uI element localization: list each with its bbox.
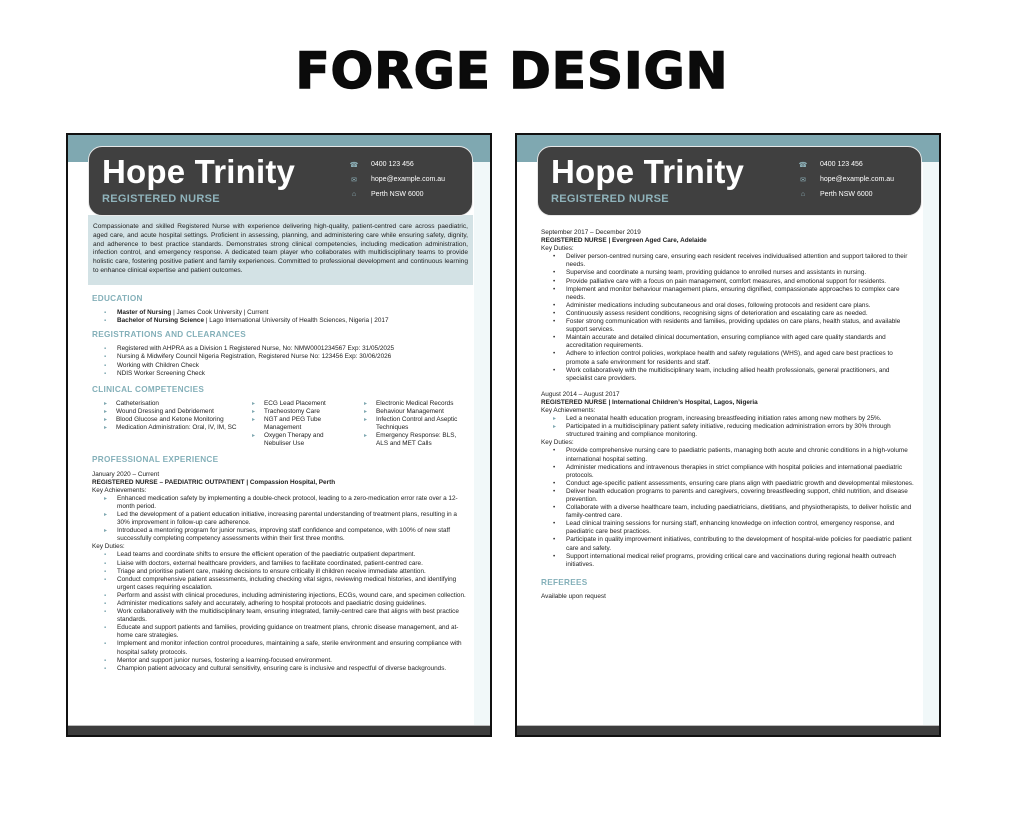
duty-item: • Deliver person-centred nursing care, ensuring each resident receives individualised attention and support tailored to their needs.: [541, 253, 917, 269]
duty-item: ▪ Perform and assist with clinical procedures, including administering injections, ECGs, wound care, and specimen collection.: [92, 592, 468, 600]
duties-list: [541, 253, 917, 383]
competency-item: ▸ Emergency Response: BLS, ALS and MET Calls: [352, 432, 464, 448]
duty-item: • Maintain accurate and detailed clinical documentation, ensuring compliance with aged care quality standards and accreditation requirements.: [541, 334, 917, 350]
duty-item: • Supervise and coordinate a nursing team, providing guidance to enrolled nurses and assistants in nursing.: [541, 269, 917, 277]
duty-item: • Foster strong communication with residents and families, providing updates on care plans, health status, and available support services.: [541, 318, 917, 334]
section-title-registrations: REGISTRATIONS AND CLEARANCES: [92, 330, 246, 340]
resume-page-1: [66, 133, 492, 737]
duty-item: • Adhere to infection control policies, workplace health and safety regulations (WHS), and aged care best practices to promote a safe environment for residents and staff.: [541, 350, 917, 366]
contact-phone: [347, 157, 445, 172]
job-dates: January 2020 – Current: [92, 470, 160, 478]
duty-item: • Work collaboratively with the multidisciplinary team, including allied health professionals, general practitioners, and specialist care providers.: [541, 367, 917, 383]
duty-item: ▪ Mentor and support junior nurses, fostering a learning-focused environment.: [92, 657, 468, 665]
address-text: Perth NSW 6000: [371, 191, 424, 198]
competency-item: ▸ Behaviour Management: [352, 408, 464, 416]
degree-details: | James Cook University | Current: [171, 309, 269, 317]
duty-item: • Lead clinical training sessions for nursing staff, enhancing knowledge on infection control, emergency response, and paediatric care best practices.: [541, 520, 917, 536]
resume-header: [537, 146, 922, 216]
duty-item: • Participate in quality improvement initiatives, contributing to the development of hospital-wide policies for paediatric patient care and safety.: [541, 536, 917, 552]
contact-email: [796, 172, 894, 187]
home-icon: ⌂: [351, 191, 357, 198]
competency-item: ▸ ECG Lead Placement: [240, 400, 352, 408]
phone-icon: ☎: [349, 161, 359, 169]
page-footer-bar: [517, 725, 939, 735]
registration-item: ▪ Nursing & Midwifery Council Nigeria Registration, Registered Nurse No: 123456 Exp: 30/06/2026: [92, 353, 468, 361]
competency-item: ▸ Catheterisation: [92, 400, 240, 408]
job-entry: [541, 229, 917, 383]
registration-item: ▪ NDIS Worker Screening Check: [92, 370, 468, 378]
contact-list: [796, 157, 894, 202]
phone-text: 0400 123 456: [820, 161, 863, 168]
duty-item: • Continuously assess resident conditions, recognising signs of deterioration and escalating care as needed.: [541, 310, 917, 318]
duty-item: • Conduct age-specific patient assessments, ensuring care plans align with paediatric growth and developmental milestones.: [541, 480, 917, 488]
section-title-competencies: CLINICAL COMPETENCIES: [92, 384, 205, 394]
page-edge-tint: [474, 162, 490, 725]
registrations-list: [92, 345, 468, 377]
job-entry: [92, 471, 468, 673]
achievements-label: Key Achievements:: [541, 406, 596, 414]
email-text: hope@example.com.au: [820, 176, 895, 183]
duties-list: [92, 551, 468, 672]
home-icon: ⌂: [800, 191, 806, 198]
duty-item: ▪ Conduct comprehensive patient assessments, including checking vital signs, reviewing medical histories, and identifying urgent cases requiring escalation.: [92, 576, 468, 592]
email-text: hope@example.com.au: [371, 176, 446, 183]
candidate-role: REGISTERED NURSE: [102, 193, 220, 205]
degree-name: Bachelor of Nursing Science: [117, 317, 205, 325]
duties-label: Key Duties:: [92, 543, 125, 551]
competency-item: ▸ Medication Administration: Oral, IV, IM, SC: [92, 424, 240, 432]
duty-item: ▪ Administer medications safely and accurately, adhering to hospital protocols and paediatric dosing guidelines.: [92, 600, 468, 608]
job-title: REGISTERED NURSE – PAEDIATRIC OUTPATIENT | Compassion Hospital, Perth: [92, 478, 336, 486]
brand-title: FORGE DESIGN: [295, 42, 729, 100]
achievement-item: ▸ Participated in a multidisciplinary patient safety initiative, reducing medication administration errors by 30% through structured training and compliance monitoring.: [541, 423, 917, 439]
education-item: [92, 317, 468, 325]
degree-details: | Lago International University of Health Sciences, Nigeria | 2017: [204, 317, 389, 325]
competencies-column: [92, 400, 240, 449]
job-entry: [541, 391, 917, 569]
duty-item: ▪ Liaise with doctors, external healthcare providers, and families to facilitate coordinated, patient-centred care.: [92, 560, 468, 568]
job-title: REGISTERED NURSE | International Children’s Hospital, Lagos, Nigeria: [541, 398, 758, 406]
duty-item: • Administer medications and intravenous therapies in strict compliance with hospital policies and international paediatric protocols.: [541, 464, 917, 480]
education-item: [92, 309, 468, 317]
section-title-referees: REFEREES: [541, 577, 588, 587]
duty-item: • Implement and monitor behaviour management plans, ensuring dignified, compassionate approaches to complex care needs.: [541, 286, 917, 302]
competencies-column: [240, 400, 352, 449]
competency-item: ▸ Tracheostomy Care: [240, 408, 352, 416]
education-list: [92, 309, 468, 325]
job-title: REGISTERED NURSE | Evergreen Aged Care, Adelaide: [541, 237, 707, 245]
competencies-grid: [92, 400, 468, 449]
phone-icon: ☎: [798, 161, 808, 169]
competency-item: ▸ Oxygen Therapy and Nebuliser Use: [240, 432, 352, 448]
achievement-item: ▸ Introduced a mentoring program for junior nurses, improving staff confidence and competence, with 100% of new staff successfully completing competency assessments within their first three months.: [92, 527, 468, 543]
duty-item: ▪ Triage and prioritise patient care, making decisions to ensure critically ill children receive immediate attention.: [92, 568, 468, 576]
duty-item: • Deliver health education programs to parents and caregivers, covering breastfeeding support, child nutrition, and disease prevention.: [541, 488, 917, 504]
contact-list: [347, 157, 445, 202]
job-dates: August 2014 – August 2017: [541, 390, 620, 398]
competencies-column: [352, 400, 464, 449]
registration-item: ▪ Registered with AHPRA as a Division 1 Registered Nurse, No: NMW0001234567 Exp: 31/05/2025: [92, 345, 468, 353]
degree-name: Master of Nursing: [117, 309, 172, 317]
contact-address: [347, 187, 445, 202]
candidate-name: Hope Trinity: [102, 153, 296, 190]
achievements-list: [92, 495, 468, 544]
registration-item: ▪ Working with Children Check: [92, 362, 468, 370]
candidate-role: REGISTERED NURSE: [551, 193, 669, 205]
resume-page-2: [515, 133, 941, 737]
competency-item: ▸ Infection Control and Aseptic Techniques: [352, 416, 464, 432]
page-1-content: [92, 288, 468, 673]
duty-item: ▪ Implement and monitor infection control procedures, maintaining a safe, sterile environment and ensuring compliance with hospital safety protocols.: [92, 640, 468, 656]
duties-label: Key Duties:: [541, 245, 574, 253]
duties-list: [541, 447, 917, 568]
duty-item: • Collaborate with a diverse healthcare team, including paediatricians, dietitians, and physiotherapists, to deliver holistic and family-centred care.: [541, 504, 917, 520]
contact-phone: [796, 157, 894, 172]
phone-text: 0400 123 456: [371, 161, 414, 168]
email-icon: ✉: [800, 176, 806, 184]
achievement-item: ▸ Led the development of a patient education initiative, increasing parental understanding of treatment plans, resulting in a 30% improvement in follow-up care adherence.: [92, 511, 468, 527]
page-footer-bar: [68, 725, 490, 735]
referees-text: Available upon request: [541, 592, 606, 600]
competency-item: ▸ Electronic Medical Records: [352, 400, 464, 408]
section-title-education: EDUCATION: [92, 294, 143, 303]
duty-item: ▪ Lead teams and coordinate shifts to ensure the efficient operation of the paediatric outpatient department.: [92, 551, 468, 559]
duty-item: ▪ Champion patient advocacy and cultural sensitivity, ensuring care is inclusive and respectful of diverse backgrounds.: [92, 665, 468, 673]
professional-summary: Compassionate and skilled Registered Nurse with experience delivering high-quality, patient-centred care across paediatric, aged care, and acute hospital settings. Proficient in assessing, planning, and administering care while ensuring safety, dignity, and adherence to best practice standards. Demonstrates strong clinical competencies, including medication administration, infection control, and emergency response. A dedicated team player who collaborates with multidisciplinary teams to provide holistic care, fostering positive patient and family experiences. Committed to professional development and continuous learning to enhance clinical expertise and patient outcomes.: [93, 223, 468, 274]
address-text: Perth NSW 6000: [820, 191, 873, 198]
duty-item: ▪ Educate and support patients and families, providing guidance on treatment plans, chronic disease management, and at-home care strategies.: [92, 624, 468, 640]
page-edge-tint: [923, 162, 939, 725]
candidate-name: Hope Trinity: [551, 153, 745, 190]
duty-item: • Support international medical relief programs, providing critical care and vaccinations during regional health outreach initiatives.: [541, 553, 917, 569]
achievement-item: ▸ Enhanced medication safety by implementing a double-check protocol, leading to a zero-medication error rate over a 12-month period.: [92, 495, 468, 511]
competency-item: ▸ Blood Glucose and Ketone Monitoring: [92, 416, 240, 424]
contact-address: [796, 187, 894, 202]
achievements-list: [541, 415, 917, 439]
duties-label: Key Duties:: [541, 439, 574, 447]
section-title-experience: PROFESSIONAL EXPERIENCE: [92, 455, 219, 465]
achievements-label: Key Achievements:: [92, 486, 147, 494]
email-icon: ✉: [351, 176, 357, 184]
competency-item: ▸ NGT and PEG Tube Management: [240, 416, 352, 432]
duty-item: • Provide palliative care with a focus on pain management, comfort measures, and emotional support for residents.: [541, 278, 917, 286]
duty-item: ▪ Work collaboratively with the multidisciplinary team, ensuring integrated, family-centred care that aligns with best practice standards.: [92, 608, 468, 624]
job-dates: September 2017 – December 2019: [541, 229, 641, 236]
achievement-item: ▸ Led a neonatal health education program, increasing breastfeeding initiation rates among new mothers by 25%.: [541, 415, 917, 423]
competency-item: ▸ Wound Dressing and Debridement: [92, 408, 240, 416]
duty-item: • Provide comprehensive nursing care to paediatric patients, managing both acute and chronic conditions in a high-volume international hospital setting.: [541, 447, 917, 463]
page-2-content: [541, 227, 917, 601]
resume-header: [88, 146, 473, 216]
contact-email: [347, 172, 445, 187]
duty-item: • Administer medications including subcutaneous and oral doses, following protocols and resident care plans.: [541, 302, 917, 310]
